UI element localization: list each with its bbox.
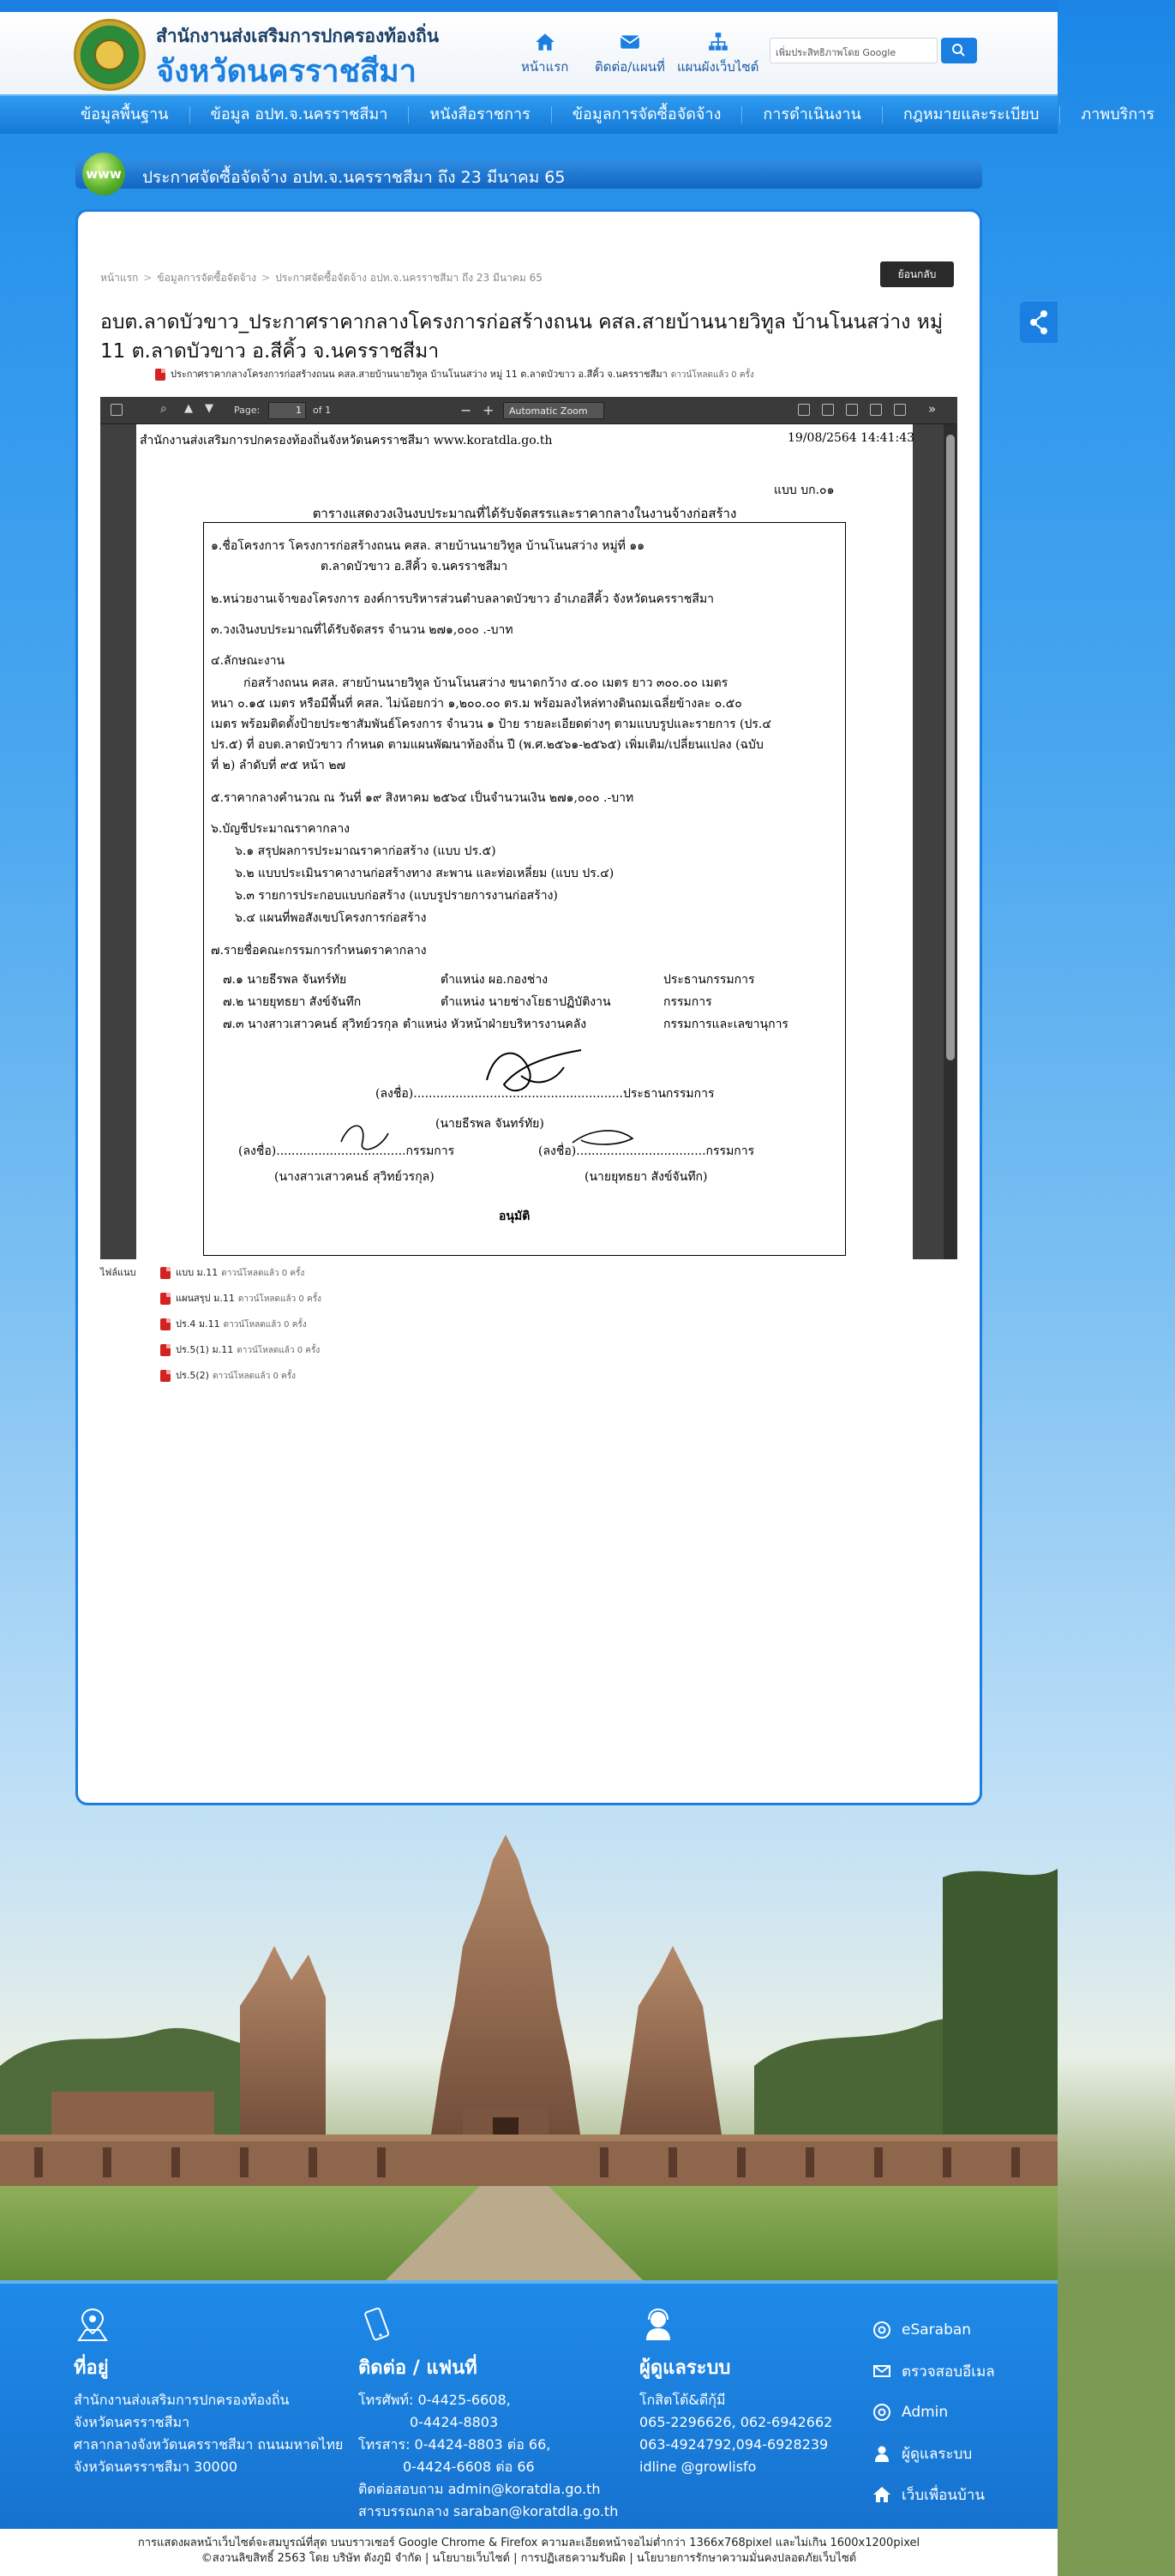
footer-address-line: จังหวัดนครราชสีมา 30000	[74, 2459, 238, 2475]
pdf-icon	[155, 369, 165, 381]
at-icon	[872, 2403, 891, 2422]
doc-line: เมตร พร้อมติดตั้งป้ายประชาสัมพันธ์โครงการ จำนวน ๑ ป้าย รายละเอียดต่างๆ ตามแบบรูปและรายการ (ปร.๔	[211, 718, 771, 731]
footer-admin-line: idline @growlisfo	[639, 2459, 757, 2475]
sitemap-icon	[707, 31, 729, 53]
committee-role: กรรมการและเลขานุการ	[663, 1018, 788, 1031]
site-footer	[0, 2280, 1058, 2529]
committee-role: กรรมการ	[663, 995, 712, 1009]
link-neighbor-sites-label: เว็บเพื่อนบ้าน	[902, 2486, 985, 2504]
support-agent-icon	[639, 2306, 677, 2344]
at-icon	[872, 2321, 891, 2339]
download-count: ดาวน์โหลดแล้ว 0 ครั้ง	[237, 1346, 321, 1355]
attachment-item[interactable]	[160, 1264, 304, 1280]
committee-position: ตำแหน่ง ผอ.กองช่าง	[441, 973, 549, 987]
browser-notice: การแสดงผลหน้าเว็บไซต์จะสมบูรณ์ที่สุด บนบราวเซอร์ Google Chrome & Firefox ความละเอียดหน้าจอไม่ต่ำกว่า 1366x768pixel และไม่เกิน 1600x1200pixel	[137, 2537, 920, 2549]
site-header	[0, 12, 1058, 94]
pdf-icon	[160, 1344, 171, 1356]
nav-contact-label: ติดต่อ/แผนที่	[595, 59, 665, 75]
footer-saraban[interactable]: สารบรรณกลาง saraban@koratdla.go.th	[358, 2503, 619, 2519]
footer-fax: โทรสาร: 0-4424-8803 ต่อ 66,	[358, 2436, 551, 2453]
signer-secretary: (นางสาวเสาวคนธ์ สุวิทย์วรกุล)	[274, 1170, 435, 1184]
search-button[interactable]	[941, 38, 977, 63]
form-code: แบบ บก.๐๑	[774, 483, 835, 497]
pdf-viewer[interactable]	[100, 397, 957, 1259]
prev-page-icon[interactable]: ▲	[184, 402, 193, 415]
sidebar-toggle-icon[interactable]	[111, 404, 123, 416]
print-icon[interactable]	[846, 404, 858, 416]
footer-address	[74, 2306, 343, 2478]
mail-icon	[619, 31, 641, 53]
doc-line: ๖.๒ แบบประเมินราคางานก่อสร้างทาง สะพาน และท่อเหลี่ยม (แบบ ปร.๔)	[235, 867, 614, 880]
footer-admin-title: ผู้ดูแลระบบ	[639, 2357, 731, 2379]
doc-line: ก่อสร้างถนน คสล. สายบ้านนายวิทูล บ้านโนนสว่าง ขนาดกว้าง ๔.๐๐ เมตร ยาว ๓๐๐.๐๐ เมตร	[243, 676, 728, 690]
download-count: ดาวน์โหลดแล้ว 0 ครั้ง	[221, 1269, 305, 1278]
menu-operations[interactable]: การดำเนินงาน	[742, 106, 882, 123]
approval-heading: อนุมัติ	[499, 1210, 531, 1223]
committee-role: ประธานกรรมการ	[663, 973, 755, 987]
link-esaraban[interactable]	[872, 2309, 995, 2351]
doc-header-right: 19/08/2564 14:41:43	[788, 431, 915, 445]
pdf-icon	[160, 1293, 171, 1305]
pdf-toolbar	[100, 397, 957, 424]
breadcrumb: หน้าแรก > ข้อมูลการจัดซื้อจัดจ้าง > ประกาศจัดซื้อจัดจ้าง อปท.จ.นครราชสีมา ถึง 23 มีนาคม 65	[100, 272, 543, 284]
page-number-input[interactable]: 1	[268, 402, 306, 419]
bookmark-icon[interactable]	[894, 404, 906, 416]
home-icon	[872, 2485, 891, 2504]
envelope-icon	[872, 2362, 891, 2381]
nav-home-label: หน้าแรก	[521, 59, 569, 75]
zoom-out-icon[interactable]: −	[460, 402, 472, 418]
doc-line: ๒.หน่วยงานเจ้าของโครงการ องค์การบริหารส่วนตำบลลาดบัวขาว อำเภอสีคิ้ว จังหวัดนครราชสีมา	[211, 592, 715, 606]
scroll-thumb[interactable]	[946, 435, 955, 1060]
breadcrumb-procurement[interactable]: ข้อมูลการจัดซื้อจัดจ้าง	[157, 272, 257, 284]
section-ribbon	[75, 159, 982, 189]
footer-admin-line: โกสิตโต้&ดีกุ้มี	[639, 2392, 726, 2408]
nav-sitemap-label: แผนผังเว็บไซต์	[677, 59, 759, 75]
committee-name: ๗.๒ นายยุทธยา สังข์จันทึก	[223, 995, 362, 1009]
menu-official-letters[interactable]: หนังสือราชการ	[409, 106, 551, 123]
download-icon[interactable]	[870, 404, 882, 416]
download-count: ดาวน์โหลดแล้ว 0 ครั้ง	[237, 1294, 321, 1304]
logo-emblem	[94, 39, 125, 70]
content-card	[75, 209, 982, 1805]
doc-line: ๓.วงเงินงบประมาณที่ได้รับจัดสรร จำนวน ๒๗๑,๐๐๐ .-บาท	[211, 623, 513, 637]
attachment-name[interactable]: แบบ ม.11	[176, 1267, 219, 1278]
footer-contact	[358, 2306, 618, 2523]
menu-gallery[interactable]: ภาพบริการ	[1081, 105, 1154, 123]
form-title: ตารางแสดงวงเงินงบประมาณที่ได้รับจัดสรรและราคากลางในงานจ้างก่อสร้าง	[312, 506, 737, 521]
footer-fax-2: 0-4424-6608 ต่อ 66	[403, 2459, 535, 2475]
form-box	[203, 522, 846, 1256]
doc-header-left: สำนักงานส่งเสริมการปกครองท้องถิ่นจังหวัดนครราชสีมา www.koratdla.go.th	[140, 434, 553, 447]
copyright-text[interactable]: ©สงวนลิขสิทธิ์ 2563 โดย บริษัท ดังภูมิ จำกัด | นโยบายเว็บไซต์ | การปฏิเสธความรับผิด | นโยบายการรักษาความมั่นคงปลอดภัยเว็บไซต์	[201, 2552, 857, 2565]
committee-name: ๗.๑ นายธีรพล จันทร์ทัย	[223, 973, 347, 987]
attachment-name[interactable]: ปร.4 ม.11	[176, 1318, 220, 1330]
link-admin[interactable]	[872, 2392, 995, 2433]
page-title: อบต.ลาดบัวขาว_ประกาศราคากลางโครงการก่อสร้างถนน คสล.สายบ้านนายวิทูล บ้านโนนสว่าง หมู่ 11 ต.ลาดบัวขาว อ.สีคิ้ว จ.นครราชสีมา	[100, 311, 943, 363]
footer-address-line: จังหวัดนครราชสีมา	[74, 2414, 190, 2430]
share-button[interactable]	[1020, 302, 1058, 343]
main-attachment[interactable]	[155, 366, 754, 381]
link-administrator-label: ผู้ดูแลระบบ	[902, 2445, 973, 2463]
page-count: of 1	[313, 405, 332, 416]
nav-sitemap[interactable]	[677, 31, 758, 77]
link-check-email[interactable]	[872, 2351, 995, 2392]
footer-phone-2: 0-4424-8803	[410, 2414, 499, 2430]
signature-line-member: (ลงชื่อ)..................................กรรมการ	[538, 1144, 755, 1158]
main-navigation	[0, 94, 1154, 134]
temple-background-image	[0, 1809, 1058, 2289]
attachment-name[interactable]: ปร.5(1) ม.11	[176, 1344, 234, 1355]
link-administrator[interactable]	[872, 2433, 995, 2474]
footer-admin-line: 063-4924792,094-6928239	[639, 2436, 829, 2453]
link-esaraban-label: eSaraban	[902, 2321, 972, 2339]
footer-phone: โทรศัพท์: 0-4425-6608,	[358, 2392, 511, 2408]
back-button[interactable]: ย้อนกลับ	[880, 261, 954, 287]
page-label: Page:	[234, 405, 261, 416]
breadcrumb-current: ประกาศจัดซื้อจัดจ้าง อปท.จ.นครราชสีมา ถึง 23 มีนาคม 65	[275, 272, 543, 284]
www-globe-icon: www	[82, 153, 125, 195]
find-icon[interactable]: ⌕	[160, 402, 167, 416]
attachment-item[interactable]	[160, 1342, 320, 1357]
footer-admin	[639, 2306, 832, 2478]
menu-lao-info[interactable]: ข้อมูล อปท.จ.นครราชสีมา	[190, 106, 410, 123]
doc-line: ๖.๑ สรุปผลการประมาณราคาก่อสร้าง (แบบ ปร.๕)	[235, 844, 496, 858]
org-name-line2: จังหวัดนครราชสีมา	[156, 54, 417, 89]
nav-home[interactable]	[521, 31, 568, 77]
attachment-item[interactable]	[160, 1367, 296, 1383]
attachments-label: ไฟล์แนบ	[100, 1267, 136, 1278]
download-count: ดาวน์โหลดแล้ว 0 ครั้ง	[223, 1320, 307, 1330]
link-admin-label: Admin	[902, 2404, 949, 2421]
next-page-icon[interactable]: ▼	[205, 402, 213, 415]
org-logo[interactable]	[74, 19, 146, 91]
link-neighbor-sites[interactable]	[872, 2474, 995, 2515]
footer-email[interactable]: ติดต่อสอบถาม admin@koratdla.go.th	[358, 2481, 601, 2497]
user-icon	[872, 2444, 891, 2463]
doc-line: ที่ ๒) ลำดับที่ ๙๕ หน้า ๒๗	[211, 759, 346, 772]
signature-line-chair: (ลงชื่อ).......................................................ประธานกรรมการ	[375, 1087, 715, 1101]
top-strip	[0, 0, 1058, 12]
search-icon	[941, 38, 977, 63]
org-name-line1: สำนักงานส่งเสริมการปกครองท้องถิ่น	[156, 26, 440, 46]
open-file-icon[interactable]	[822, 404, 834, 416]
pdf-page	[136, 424, 913, 1259]
phone-icon	[358, 2306, 396, 2344]
copyright-bar	[0, 2529, 1058, 2576]
footer-address-title: ที่อยู่	[74, 2357, 109, 2379]
fullscreen-icon[interactable]	[798, 404, 810, 416]
attachment-name[interactable]: ปร.5(2)	[176, 1370, 209, 1381]
footer-links	[872, 2309, 995, 2515]
zoom-in-icon[interactable]: +	[483, 402, 495, 418]
pdf-icon	[160, 1267, 171, 1279]
signature-line-secretary: (ลงชื่อ)..................................กรรมการ	[238, 1144, 455, 1158]
footer-address-line: สำนักงานส่งเสริมการปกครองท้องถิ่น	[74, 2392, 290, 2408]
menu-basic-info[interactable]: ข้อมูลพื้นฐาน	[60, 106, 190, 123]
doc-line: ๑.ชื่อโครงการ โครงการก่อสร้างถนน คสล. สายบ้านนายวิทูล บ้านโนนสว่าง หมู่ที่ ๑๑	[211, 539, 645, 553]
committee-name: ๗.๓ นางสาวเสาวคนธ์ สุวิทย์วรกุล	[223, 1018, 399, 1031]
download-count: ดาวน์โหลดแล้ว 0 ครั้ง	[670, 370, 754, 380]
pdf-icon	[160, 1318, 171, 1330]
nav-contact[interactable]	[595, 31, 665, 77]
home-icon	[534, 31, 556, 53]
doc-line: ต.ลาดบัวขาว อ.สีคิ้ว จ.นครราชสีมา	[321, 560, 508, 573]
share-icon	[1020, 302, 1058, 343]
link-check-email-label: ตรวจสอบอีเมล	[902, 2363, 995, 2381]
attachment-item[interactable]	[160, 1290, 321, 1306]
tools-icon[interactable]: »	[928, 401, 937, 417]
footer-contact-title: ติดต่อ / แฟนที่	[358, 2357, 477, 2379]
doc-line: ปร.๕) ที่ อบต.ลาดบัวขาว กำหนด ตามแผนพัฒนาท้องถิ่น ปี (พ.ศ.๒๕๖๑-๒๕๖๕) เพิ่มเติม/เปลี่ยนแปลง (ฉบับ	[211, 738, 764, 752]
committee-position: ตำแหน่ง นายช่างโยธาปฏิบัติงาน	[441, 995, 611, 1009]
menu-laws[interactable]: กฎหมายและระเบียบ	[883, 106, 1061, 123]
doc-line: ๗.รายชื่อคณะกรรมการกำหนดราคากลาง	[211, 944, 427, 958]
doc-line: ๖.๓ รายการประกอบแบบก่อสร้าง (แบบรูปรายการงานก่อสร้าง)	[235, 889, 558, 903]
pdf-scrollbar[interactable]	[944, 424, 957, 1259]
breadcrumb-home[interactable]: หน้าแรก	[100, 272, 139, 284]
footer-address-line: ศาลากลางจังหวัดนครราชสีมา ถนนมหาดไทย	[74, 2436, 344, 2453]
section-title: ประกาศจัดซื้อจัดจ้าง อปท.จ.นครราชสีมา ถึง 23 มีนาคม 65	[142, 168, 566, 187]
menu-procurement[interactable]: ข้อมูลการจัดซื้อจัดจ้าง	[552, 106, 743, 123]
doc-line: ๔.ลักษณะงาน	[211, 654, 285, 668]
doc-line: ๖.๔ แผนที่พอสังเขปโครงการก่อสร้าง	[235, 911, 427, 925]
footer-admin-line: 065-2296626, 062-6942662	[639, 2414, 833, 2430]
search-input[interactable]: เพิ่มประสิทธิภาพโดย Google	[770, 38, 938, 63]
map-pin-icon	[74, 2306, 111, 2344]
zoom-select[interactable]: Automatic Zoom	[503, 402, 604, 419]
attachment-name[interactable]: แผนสรุป ม.11	[176, 1293, 235, 1304]
doc-line: หนา ๐.๑๕ เมตร หรือมีพื้นที่ คสล. ไม่น้อยกว่า ๑,๒๐๐.๐๐ ตร.ม พร้อมลงไหล่ทางดินถมเฉลี่ยข้างละ ๐.๕๐	[211, 697, 742, 711]
pdf-icon	[160, 1370, 171, 1382]
attachment-item[interactable]	[160, 1316, 307, 1331]
main-attachment-name[interactable]: ประกาศราคากลางโครงการก่อสร้างถนน คสล.สายบ้านนายวิทูล บ้านโนนสว่าง หมู่ 11 ต.ลาดบัวขาว อ.สีคิ้ว จ.นครราชสีมา	[171, 369, 668, 380]
signer-member: (นายยุทธยา สังข์จันทึก)	[585, 1170, 708, 1184]
download-count: ดาวน์โหลดแล้ว 0 ครั้ง	[212, 1372, 296, 1381]
doc-line: ๕.ราคากลางคำนวณ ณ วันที่ ๑๙ สิงหาคม ๒๕๖๔ เป็นจำนวนเงิน ๒๗๑,๐๐๐ .-บาท	[211, 791, 634, 805]
doc-line: ๖.บัญชีประมาณราคากลาง	[211, 822, 351, 836]
signer-chair: (นายธีรพล จันทร์ทัย)	[435, 1117, 544, 1131]
committee-position: ตำแหน่ง หัวหน้าฝ่ายบริหารงานคลัง	[403, 1018, 587, 1031]
